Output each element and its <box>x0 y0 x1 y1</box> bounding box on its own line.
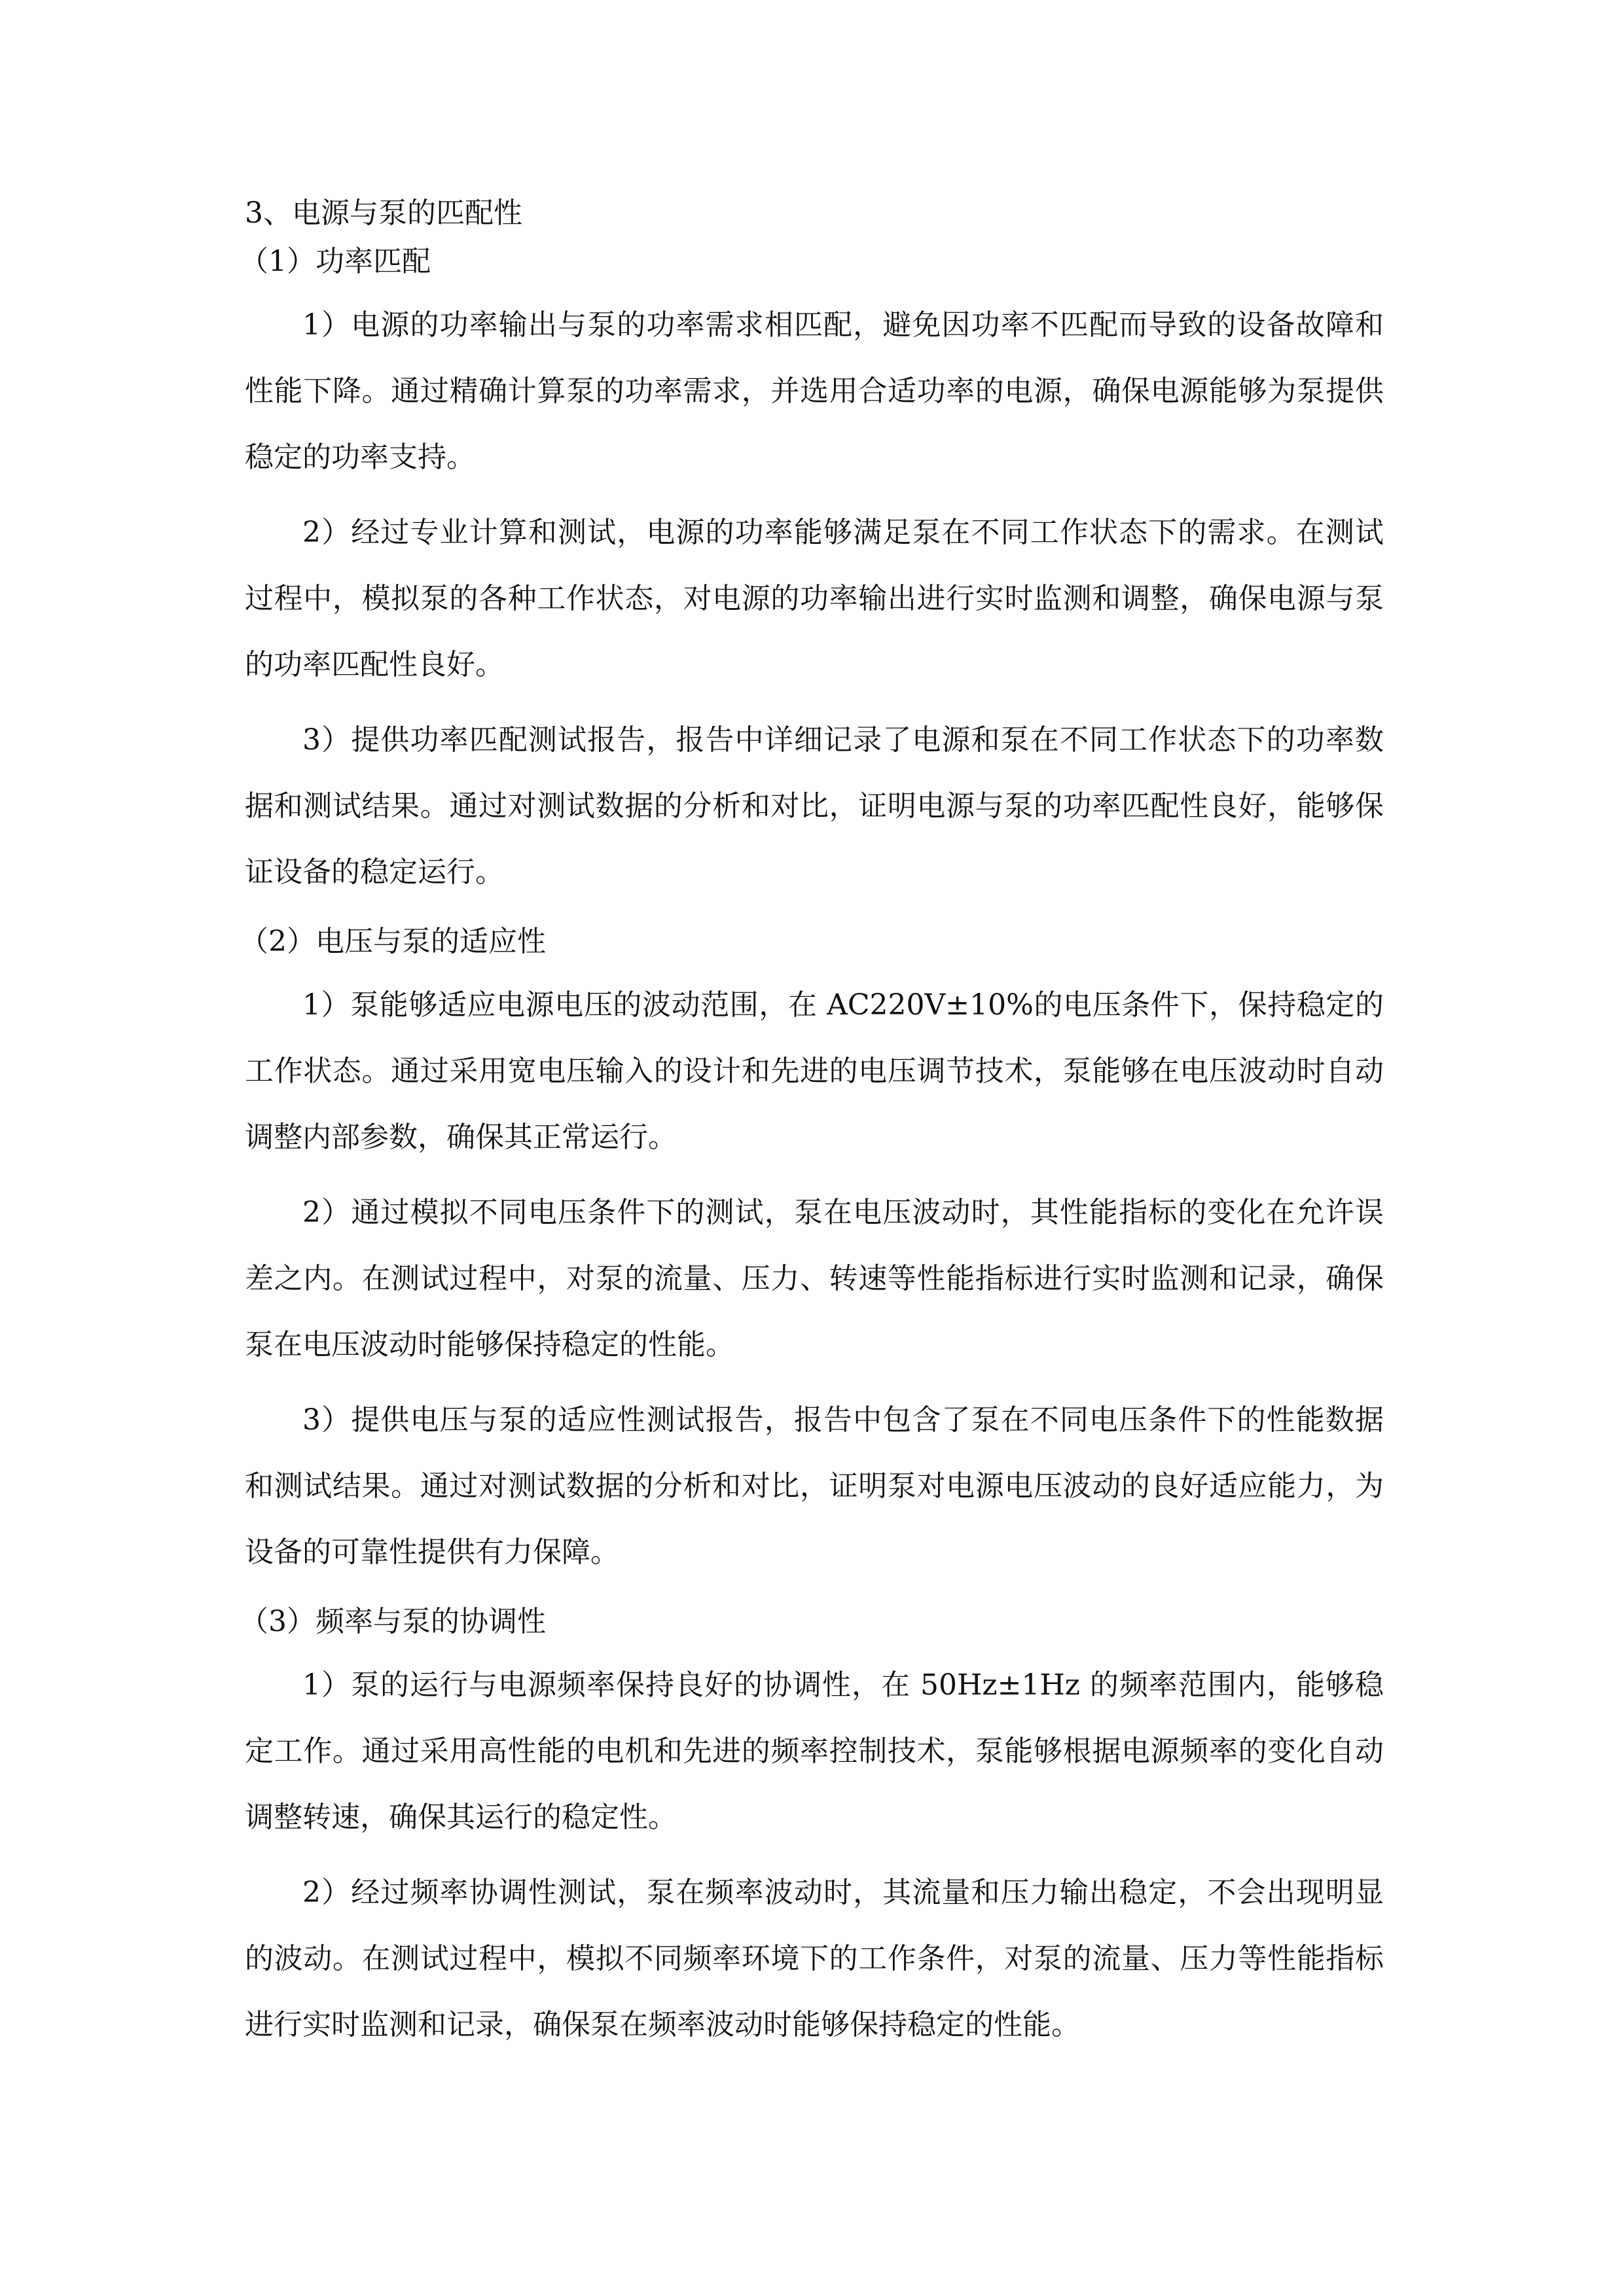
subsection-heading-frequency: （3）频率与泵的协调性 <box>240 1605 546 1638</box>
paragraph: 3）提供电压与泵的适应性测试报告，报告中包含了泵在不同电压条件下的性能数据和测试结果。通过对测试数据的分析和对比，证明泵对电源电压波动的良好适应能力，为设备的可靠性提供有力保障。 <box>245 1403 1384 1569</box>
subsection-heading-voltage: （2）电压与泵的适应性 <box>240 925 546 958</box>
paragraph: 1）泵能够适应电源电压的波动范围，在 AC220V±10%的电压条件下，保持稳定的工作状态。通过采用宽电压输入的设计和先进的电压调节技术，泵能够在电压波动时自动调整内部参数，确保其正常运行。 <box>245 988 1384 1154</box>
document-body <box>240 195 1384 2067</box>
paragraph: 2）经过专业计算和测试，电源的功率能够满足泵在不同工作状态下的需求。在测试过程中，模拟泵的各种工作状态，对电源的功率输出进行实时监测和调整，确保电源与泵的功率匹配性良好。 <box>245 516 1384 681</box>
paragraph: 2）经过频率协调性测试，泵在频率波动时，其流量和压力输出稳定，不会出现明显的波动。在测试过程中，模拟不同频率环境下的工作条件，对泵的流量、压力等性能指标进行实时监测和记录，确保泵在频率波动时能够保持稳定的性能。 <box>245 1876 1384 2041</box>
paragraph: 1）泵的运行与电源频率保持良好的协调性，在 50Hz±1Hz 的频率范围内，能够稳定工作。通过采用高性能的电机和先进的频率控制技术，泵能够根据电源频率的变化自动调整转速，确保其运行的稳定性。 <box>245 1668 1384 1834</box>
section-title: 3、电源与泵的匹配性 <box>245 196 522 230</box>
subsection-heading-power: （1）功率匹配 <box>240 245 431 278</box>
paragraph: 2）通过模拟不同电压条件下的测试，泵在电压波动时，其性能指标的变化在允许误差之内。在测试过程中，对泵的流量、压力、转速等性能指标进行实时监测和记录，确保泵在电压波动时能够保持稳定的性能。 <box>245 1196 1384 1361</box>
paragraph: 1）电源的功率输出与泵的功率需求相匹配，避免因功率不匹配而导致的设备故障和性能下降。通过精确计算泵的功率需求，并选用合适功率的电源，确保电源能够为泵提供稳定的功率支持。 <box>245 308 1384 474</box>
paragraph: 3）提供功率匹配测试报告，报告中详细记录了电源和泵在不同工作状态下的功率数据和测试结果。通过对测试数据的分析和对比，证明电源与泵的功率匹配性良好，能够保证设备的稳定运行。 <box>245 723 1384 889</box>
